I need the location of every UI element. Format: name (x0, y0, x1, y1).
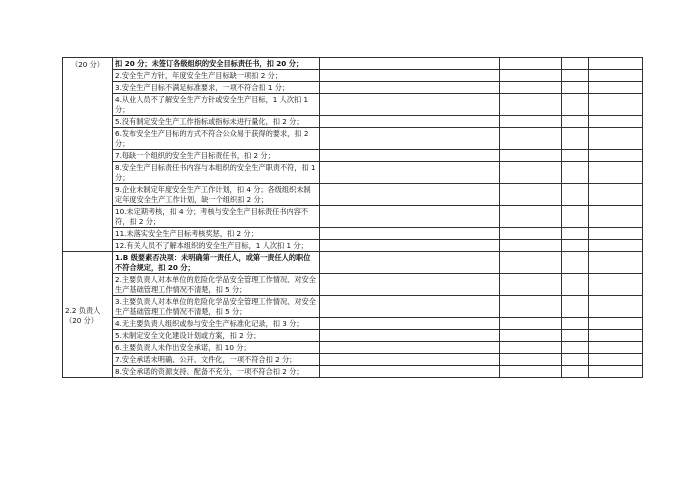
criterion-cell: 8.安全承诺的资源支持、配备不充分，一项不符合扣 2 分； (113, 366, 320, 378)
empty-cell (500, 274, 562, 296)
table-row (63, 330, 643, 342)
empty-cell (320, 366, 500, 378)
table-row (63, 342, 643, 354)
table-row (63, 206, 643, 228)
empty-cell (589, 354, 643, 366)
table-row (63, 94, 643, 116)
empty-cell (320, 150, 500, 162)
criterion-cell: 9.企业未制定年度安全生产工作计划，扣 4 分；各级组织未制定年度安全生产工作计划，缺一个组织扣 2 分； (113, 184, 320, 206)
empty-cell (320, 128, 500, 150)
empty-cell (500, 318, 562, 330)
empty-cell (320, 58, 500, 70)
empty-cell (500, 162, 562, 184)
empty-cell (320, 318, 500, 330)
empty-cell (589, 184, 643, 206)
empty-cell (320, 274, 500, 296)
empty-cell (562, 274, 589, 296)
empty-cell (562, 206, 589, 228)
empty-cell (500, 58, 562, 70)
empty-cell (562, 150, 589, 162)
empty-cell (320, 162, 500, 184)
empty-cell (500, 228, 562, 240)
empty-cell (500, 206, 562, 228)
empty-cell (562, 228, 589, 240)
table-row (63, 116, 643, 128)
empty-cell (320, 252, 500, 274)
table-row (63, 252, 643, 274)
empty-cell (500, 296, 562, 318)
table-row (63, 354, 643, 366)
table-row (63, 58, 643, 70)
empty-cell (562, 252, 589, 274)
criterion-cell: 2.安全生产方针，年度安全生产目标缺一项扣 2 分； (113, 70, 320, 82)
criterion-cell: 12.有关人员不了解本组织的安全生产目标，1 人次扣 1 分； (113, 240, 320, 252)
empty-cell (320, 342, 500, 354)
table-row (63, 162, 643, 184)
table-row (63, 70, 643, 82)
empty-cell (562, 128, 589, 150)
empty-cell (589, 274, 643, 296)
criterion-cell: 8.安全生产目标责任书内容与本组织的安全生产职责不符，扣 1 分； (113, 162, 320, 184)
empty-cell (562, 82, 589, 94)
criterion-cell: 1.B 级要素否决项：未明确第一责任人，或第一责任人的职位不符合规定，扣 20 分； (113, 252, 320, 274)
table-row (63, 366, 643, 378)
table-row (63, 274, 643, 296)
empty-cell (589, 58, 643, 70)
empty-cell (320, 354, 500, 366)
empty-cell (320, 228, 500, 240)
scoring-table (62, 57, 643, 378)
empty-cell (320, 296, 500, 318)
empty-cell (589, 82, 643, 94)
empty-cell (500, 94, 562, 116)
empty-cell (562, 162, 589, 184)
criterion-cell: 6.发布安全生产目标的方式不符合公众易于获得的要求，扣 2 分； (113, 128, 320, 150)
empty-cell (562, 330, 589, 342)
table-row (63, 184, 643, 206)
empty-cell (320, 82, 500, 94)
criterion-cell: 2.主要负责人对本单位的危险化学品安全管理工作情况、对安全生产基础管理工作情况不清楚，扣 5 分； (113, 274, 320, 296)
empty-cell (562, 318, 589, 330)
table-row (63, 296, 643, 318)
empty-cell (562, 94, 589, 116)
empty-cell (500, 342, 562, 354)
empty-cell (589, 116, 643, 128)
empty-cell (589, 162, 643, 184)
empty-cell (562, 116, 589, 128)
empty-cell (320, 240, 500, 252)
empty-cell (320, 116, 500, 128)
table-row (63, 128, 643, 150)
table-row (63, 150, 643, 162)
empty-cell (562, 70, 589, 82)
criterion-cell: 5.没有制定安全生产工作指标或指标未进行量化，扣 2 分； (113, 116, 320, 128)
empty-cell (500, 354, 562, 366)
table-row (63, 82, 643, 94)
empty-cell (589, 206, 643, 228)
table-row (63, 318, 643, 330)
empty-cell (589, 296, 643, 318)
empty-cell (500, 150, 562, 162)
empty-cell (589, 228, 643, 240)
empty-cell (320, 206, 500, 228)
criterion-cell: 11.未落实安全生产目标考核奖惩，扣 2 分； (113, 228, 320, 240)
empty-cell (562, 296, 589, 318)
empty-cell (589, 94, 643, 116)
empty-cell (500, 184, 562, 206)
empty-cell (320, 330, 500, 342)
empty-cell (589, 342, 643, 354)
criterion-cell: 3.安全生产目标不满足标准要求，一项不符合扣 1 分； (113, 82, 320, 94)
criterion-cell: 10.未定期考核，扣 4 分；考核与安全生产目标责任书内容不符，扣 2 分； (113, 206, 320, 228)
empty-cell (500, 128, 562, 150)
criterion-cell: 6.主要负责人未作出安全承诺，扣 10 分； (113, 342, 320, 354)
empty-cell (500, 116, 562, 128)
criterion-cell: 4.从业人员不了解安全生产方针或安全生产目标，1 人次扣 1 分； (113, 94, 320, 116)
empty-cell (589, 330, 643, 342)
item-cell: 2.2 负责人（20 分） (63, 252, 113, 378)
empty-cell (500, 82, 562, 94)
empty-cell (320, 184, 500, 206)
table-row (63, 240, 643, 252)
empty-cell (562, 58, 589, 70)
criterion-cell: 7.每缺一个组织的安全生产目标责任书，扣 2 分； (113, 150, 320, 162)
table-row (63, 228, 643, 240)
empty-cell (589, 252, 643, 274)
empty-cell (589, 240, 643, 252)
criterion-cell: 4.无主要负责人组织或参与安全生产标准化记录，扣 3 分； (113, 318, 320, 330)
empty-cell (500, 70, 562, 82)
empty-cell (562, 184, 589, 206)
empty-cell (589, 318, 643, 330)
item-cell: （20 分） (63, 58, 113, 252)
empty-cell (500, 330, 562, 342)
criterion-cell: 扣 20 分；未签订各级组织的安全目标责任书，扣 20 分； (113, 58, 320, 70)
empty-cell (589, 128, 643, 150)
criterion-cell: 7.安全承诺未明确、公开、文件化，一项不符合扣 2 分； (113, 354, 320, 366)
empty-cell (589, 366, 643, 378)
empty-cell (589, 70, 643, 82)
empty-cell (500, 366, 562, 378)
criterion-cell: 5.未制定安全文化建设计划或方案，扣 2 分； (113, 330, 320, 342)
empty-cell (562, 366, 589, 378)
criterion-cell: 3.主要负责人对本单位的危险化学品安全管理工作情况、对安全生产基础管理工作情况不清楚，扣 5 分； (113, 296, 320, 318)
empty-cell (562, 342, 589, 354)
empty-cell (562, 354, 589, 366)
empty-cell (500, 252, 562, 274)
empty-cell (320, 70, 500, 82)
empty-cell (500, 240, 562, 252)
empty-cell (589, 150, 643, 162)
empty-cell (562, 240, 589, 252)
empty-cell (320, 94, 500, 116)
